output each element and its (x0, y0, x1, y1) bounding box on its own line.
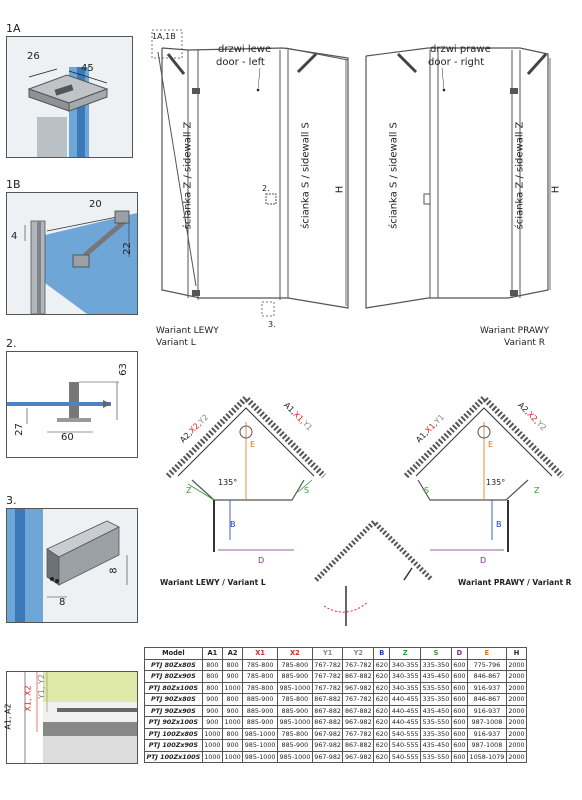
header-cell: X1 (243, 648, 278, 660)
table-cell: 867-882 (314, 695, 341, 704)
table-cell: 900 (202, 717, 222, 729)
table-cell: 620 (375, 741, 388, 750)
table-cell: 785-800 (243, 659, 278, 671)
dim-26: 26 (27, 51, 40, 62)
table-cell: 600 (453, 683, 466, 692)
detail-3-label: 3. (6, 494, 17, 507)
table-cell: 440-455 (391, 695, 419, 704)
table-cell: 785-800 (243, 682, 278, 694)
table-cell: 1000 (204, 752, 221, 761)
detail-3 (6, 508, 138, 623)
table-cell: 867-882 (314, 706, 341, 715)
model-cell: PTJ 90Zx80S (145, 694, 203, 706)
left-h-label: H (334, 185, 346, 194)
detail-1a-drawing (7, 37, 132, 157)
table-cell: 885-900 (243, 694, 278, 706)
table-cell: 867-882 (344, 672, 372, 681)
header-cell: Y2 (343, 648, 374, 660)
callout-1a1b: 1A,1B (152, 32, 176, 41)
detail-1b-drawing (7, 193, 137, 314)
side-section (3, 671, 138, 764)
table-cell: 535-550 (422, 752, 450, 761)
left-plan-a1: A1,X1,Y1 (282, 400, 315, 433)
plan-view-drawing (148, 380, 580, 640)
left-plan-b: B (230, 520, 236, 529)
table-cell: 2000 (508, 752, 525, 761)
table-cell: 985-1000 (244, 752, 276, 761)
table-cell: 967-982 (314, 729, 341, 738)
table-row (145, 682, 527, 694)
table-cell: 600 (453, 718, 466, 727)
table-cell: 785-800 (278, 728, 313, 740)
detail-2 (6, 351, 138, 458)
side-a-label: A1, A2 (3, 703, 13, 730)
table-row (145, 751, 527, 763)
left-plan-s: S (304, 486, 310, 495)
table-cell: 916-937 (468, 682, 507, 694)
right-door-label-en: door - right (428, 57, 485, 68)
variant-right-subtitle: Variant R (504, 338, 546, 348)
table-cell: 916-937 (468, 728, 507, 740)
table-cell: 340-355 (391, 672, 419, 681)
table-cell: 985-1000 (244, 729, 276, 738)
table-cell: 600 (453, 706, 466, 715)
table-cell: 767-782 (314, 672, 341, 681)
model-cell: PTJ 80Zx100S (145, 682, 203, 694)
table-body (145, 659, 527, 763)
table-row (145, 694, 527, 706)
table-cell: 600 (453, 660, 466, 669)
table-cell: 800 (202, 682, 222, 694)
table-cell: 885-900 (278, 705, 313, 717)
table-cell: 785-800 (278, 659, 313, 671)
dim-27: 27 (13, 423, 25, 436)
table-cell: 1000 (204, 741, 221, 750)
header-cell: Y1 (312, 648, 343, 660)
variant-right-title: Wariant PRAWY (480, 326, 550, 336)
dim-60: 60 (61, 432, 74, 443)
header-cell: Z (390, 648, 421, 660)
table-cell: 600 (453, 672, 466, 681)
table-cell: 885-900 (278, 740, 313, 752)
table-cell: 800 (202, 671, 222, 683)
model-cell: PTJ 80Zx80S (145, 659, 203, 671)
table-cell: 335-350 (422, 695, 450, 704)
table-cell: 620 (375, 752, 388, 761)
table-cell: 435-450 (422, 706, 450, 715)
left-plan-z: Z (186, 486, 192, 495)
table-cell: 967-982 (344, 683, 372, 692)
table-cell: 846-867 (468, 694, 507, 706)
table-cell: 1000 (224, 752, 241, 761)
table-cell: 620 (375, 718, 388, 727)
dim-63: 63 (117, 363, 129, 376)
left-variant-elevation (152, 30, 348, 316)
table-cell: 885-900 (278, 671, 313, 683)
table-cell: 535-550 (422, 718, 450, 727)
table-cell: 620 (375, 729, 388, 738)
table-cell: 600 (453, 741, 466, 750)
table-cell: 2000 (508, 672, 525, 681)
table-cell: 620 (375, 660, 388, 669)
table-row (145, 659, 527, 671)
table-cell: 2000 (508, 660, 525, 669)
table-cell: 767-782 (344, 695, 372, 704)
header-cell: D (451, 648, 467, 660)
table-cell: 335-350 (422, 729, 450, 738)
table-cell: 785-800 (243, 671, 278, 683)
table-cell: 985-1000 (279, 683, 311, 692)
table-cell: 2000 (508, 706, 525, 715)
table-cell: 900 (222, 705, 242, 717)
left-sidewall-s-label: ścianka S / sidewall S (300, 122, 312, 229)
table-cell: 600 (453, 752, 466, 761)
table-cell: 2000 (508, 718, 525, 727)
left-door-label-en: door - left (216, 57, 265, 68)
center-opening-plan (316, 522, 432, 626)
table-cell: 1058-1079 (469, 752, 505, 761)
table-cell: 900 (222, 740, 242, 752)
table-cell: 987-1008 (468, 740, 507, 752)
detail-1b-label: 1B (6, 178, 21, 191)
right-sidewall-s-label: ścianka S / sidewall S (388, 122, 400, 229)
table-cell: 435-450 (422, 741, 450, 750)
right-plan-z: Z (534, 486, 540, 495)
table-header-row (145, 648, 527, 660)
table-cell: 775-796 (468, 659, 507, 671)
table-cell: 985-1000 (279, 752, 311, 761)
right-plan-caption: Wariant PRAWY / Variant R (458, 578, 572, 587)
header-cell: B (374, 648, 390, 660)
callout-2: 2. (262, 184, 270, 193)
table-cell: 985-1000 (279, 718, 311, 727)
model-cell: PTJ 90Zx100S (145, 717, 203, 729)
table-cell: 800 (202, 659, 222, 671)
table-cell: 340-355 (391, 683, 419, 692)
table-cell: 540-555 (391, 729, 419, 738)
table-cell: 1000 (224, 718, 241, 727)
table-cell: 767-782 (344, 729, 372, 738)
table-cell: 900 (202, 705, 222, 717)
table-cell: 2000 (508, 729, 525, 738)
spec-table (144, 647, 527, 763)
dim-4: 4 (11, 231, 18, 242)
left-plan-e: E (250, 440, 256, 449)
table-cell: 620 (375, 683, 388, 692)
table-cell: 900 (202, 694, 222, 706)
table-cell: 340-355 (391, 660, 419, 669)
table-cell: 2000 (508, 741, 525, 750)
table-cell: 600 (453, 695, 466, 704)
header-cell: S (421, 648, 452, 660)
table-row (145, 740, 527, 752)
right-sidewall-z-label: ścianka Z / sidewall Z (514, 121, 526, 230)
left-plan-caption: Wariant LEWY / Variant L (160, 578, 266, 587)
right-h-label: H (550, 185, 562, 194)
header-cell: A2 (222, 648, 242, 660)
table-cell: 785-800 (278, 694, 313, 706)
callout-3: 3. (268, 320, 276, 329)
table-cell: 885-900 (243, 717, 278, 729)
table-cell: 867-882 (314, 718, 341, 727)
table-cell: 800 (222, 728, 242, 740)
table-cell: 867-882 (344, 741, 372, 750)
right-door-label-pl: drzwi prawe (430, 44, 491, 55)
right-plan-s: S (424, 486, 430, 495)
table-cell: 767-782 (314, 660, 341, 669)
table-cell: 916-937 (468, 705, 507, 717)
dim-8-horizontal: 8 (59, 597, 66, 608)
table-row (145, 671, 527, 683)
right-plan-e: E (488, 440, 494, 449)
detail-1a-label: 1A (6, 22, 21, 35)
detail-2-label: 2. (6, 337, 17, 350)
table-cell: 1000 (224, 683, 241, 692)
table-row (145, 728, 527, 740)
right-plan-a1: A1,X1,Y1 (414, 412, 447, 445)
left-plan-a2: A2,X2,Y2 (178, 412, 211, 445)
table-cell: 967-982 (314, 741, 341, 750)
table-cell: 535-550 (422, 683, 450, 692)
table-cell: 967-982 (344, 718, 372, 727)
dim-8-vertical: 8 (108, 567, 120, 574)
left-plan-d: D (258, 556, 265, 565)
table-cell: 867-882 (344, 706, 372, 715)
table-cell: 900 (222, 671, 242, 683)
table-cell: 540-555 (391, 741, 419, 750)
table-cell: 967-982 (314, 752, 341, 761)
left-plan-angle: 135° (218, 478, 238, 487)
model-cell: PTJ 90Zx90S (145, 705, 203, 717)
header-cell: E (468, 648, 507, 660)
model-cell: PTJ 100Zx90S (145, 740, 203, 752)
dim-22: 22 (121, 242, 133, 255)
table-row (145, 705, 527, 717)
header-cell: Model (145, 648, 203, 660)
header-cell: A1 (202, 648, 222, 660)
table-cell: 620 (375, 695, 388, 704)
detail-3-drawing (7, 509, 137, 622)
table-cell: 335-350 (422, 660, 450, 669)
table-cell: 967-982 (344, 752, 372, 761)
table-cell: 620 (375, 706, 388, 715)
side-y-label: Y1, Y2 (37, 673, 47, 700)
table-cell: 620 (375, 672, 388, 681)
table-cell: 2000 (508, 683, 525, 692)
dim-20: 20 (89, 199, 102, 210)
dim-45: 45 (81, 63, 94, 74)
table-row (145, 717, 527, 729)
table-cell: 600 (453, 729, 466, 738)
table-cell: 987-1008 (468, 717, 507, 729)
detail-1b (6, 192, 138, 315)
table-cell: 767-782 (344, 660, 372, 669)
table-cell: 800 (222, 694, 242, 706)
detail-1a (6, 36, 133, 158)
right-plan-b: B (496, 520, 502, 529)
left-sidewall-z-label: ścianka Z / sidewall Z (182, 121, 194, 230)
table-cell: 440-455 (391, 718, 419, 727)
table-cell: 985-1000 (244, 741, 276, 750)
right-plan-angle: 135° (486, 478, 506, 487)
model-cell: PTJ 100Zx100S (146, 752, 201, 761)
table-cell: 540-555 (391, 752, 419, 761)
model-cell: PTJ 80Zx90S (145, 671, 203, 683)
table-cell: 885-900 (243, 705, 278, 717)
table-cell: 435-450 (422, 672, 450, 681)
table-cell: 1000 (204, 729, 221, 738)
variant-left-title: Wariant LEWY (156, 326, 219, 336)
table-cell: 846-867 (468, 671, 507, 683)
table-cell: 800 (222, 659, 242, 671)
header-cell: X2 (278, 648, 313, 660)
model-cell: PTJ 100Zx80S (145, 728, 203, 740)
header-cell: H (506, 648, 526, 660)
table-cell: 440-455 (391, 706, 419, 715)
right-plan-a2: A2,X2,Y2 (516, 400, 549, 433)
side-x-label: X1, X2 (23, 685, 33, 712)
variant-left-subtitle: Variant L (156, 338, 196, 348)
left-door-label-pl: drzwi lewe (218, 44, 272, 55)
table-cell: 767-782 (314, 683, 341, 692)
table-cell: 2000 (508, 695, 525, 704)
right-plan-d: D (480, 556, 487, 565)
